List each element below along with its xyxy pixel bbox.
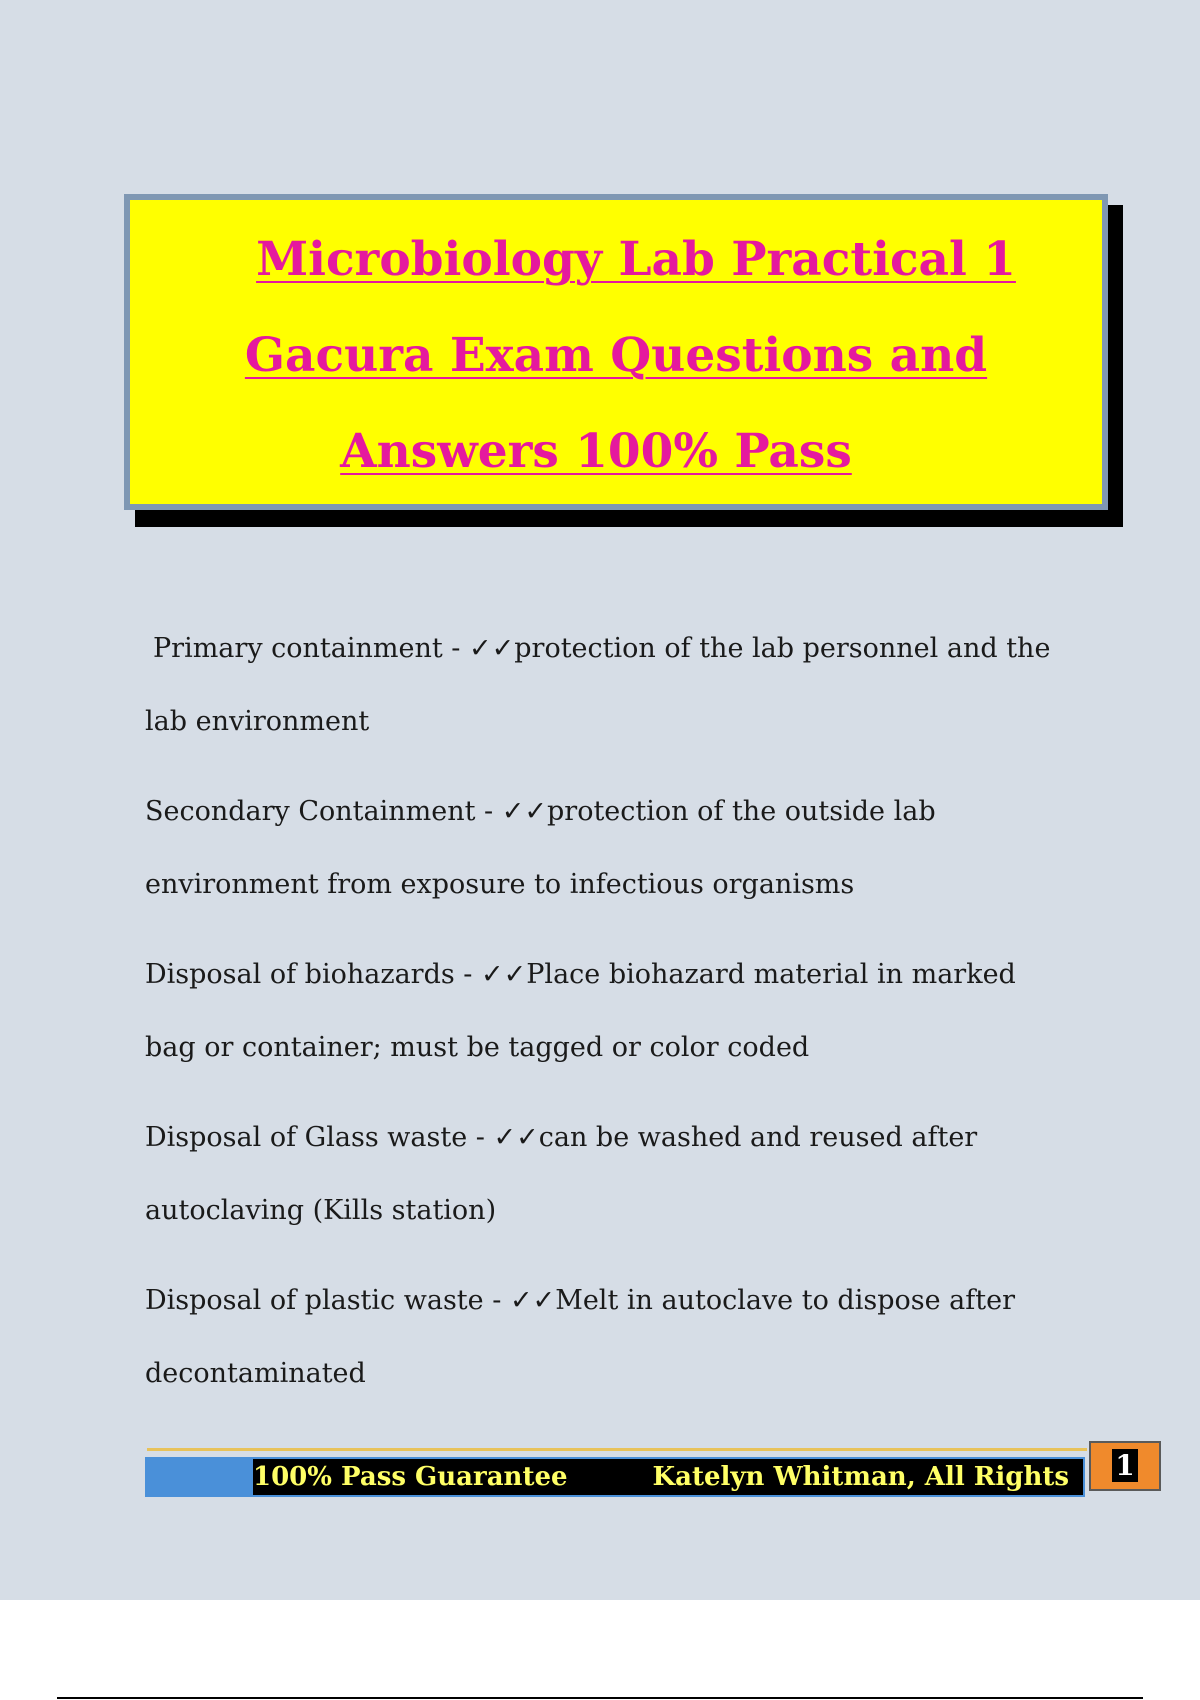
qa-separator: - — [442, 633, 470, 664]
qa-separator: - — [467, 1122, 494, 1153]
qa-term: Primary containment — [153, 633, 443, 664]
title-banner — [124, 194, 1108, 510]
qa-separator: - — [454, 959, 482, 990]
qa-list — [145, 612, 1075, 1427]
footer-rights-text: Katelyn Whitman, All Rights — [652, 1462, 1069, 1492]
footer-guarantee-text: 100% Pass Guarantee — [253, 1462, 568, 1492]
qa-answer: protection of the outside lab environment from exposure to infectious organisms — [145, 796, 936, 900]
double-check-icon: ✓✓ — [493, 1122, 539, 1153]
page-bottom-divider — [57, 1697, 1143, 1699]
footer-accent-block — [147, 1459, 253, 1495]
qa-item — [145, 1264, 1075, 1410]
qa-answer: Place biohazard material in marked bag or container; must be tagged or color coded — [145, 959, 1016, 1063]
qa-separator: - — [475, 796, 502, 827]
page-number-badge — [1089, 1441, 1161, 1491]
document-title: Microbiology Lab Practical 1 Gacura Exam Questions and Answers 100% Pass — [244, 232, 1016, 479]
footer-divider — [147, 1448, 1087, 1451]
qa-item — [145, 1101, 1075, 1247]
qa-item — [145, 775, 1075, 921]
qa-item — [145, 612, 1075, 758]
qa-separator: - — [483, 1285, 510, 1316]
double-check-icon: ✓✓ — [481, 959, 527, 990]
double-check-icon: ✓✓ — [509, 1285, 556, 1316]
qa-term: Disposal of Glass waste — [145, 1122, 468, 1153]
double-check-icon: ✓✓ — [501, 796, 548, 827]
qa-answer: protection of the lab personnel and the lab environment — [145, 633, 1051, 737]
qa-answer: Melt in autoclave to dispose after decontaminated — [145, 1285, 1015, 1389]
qa-item — [145, 938, 1075, 1084]
qa-term: Secondary Containment — [145, 796, 476, 827]
double-check-icon: ✓✓ — [469, 633, 515, 664]
qa-term: Disposal of biohazards — [145, 959, 455, 990]
footer-bar — [145, 1457, 1085, 1497]
qa-answer: can be washed and reused after autoclaving (Kills station) — [145, 1122, 978, 1226]
page-number: 1 — [1112, 1449, 1137, 1482]
qa-term: Disposal of plastic waste — [145, 1285, 484, 1316]
